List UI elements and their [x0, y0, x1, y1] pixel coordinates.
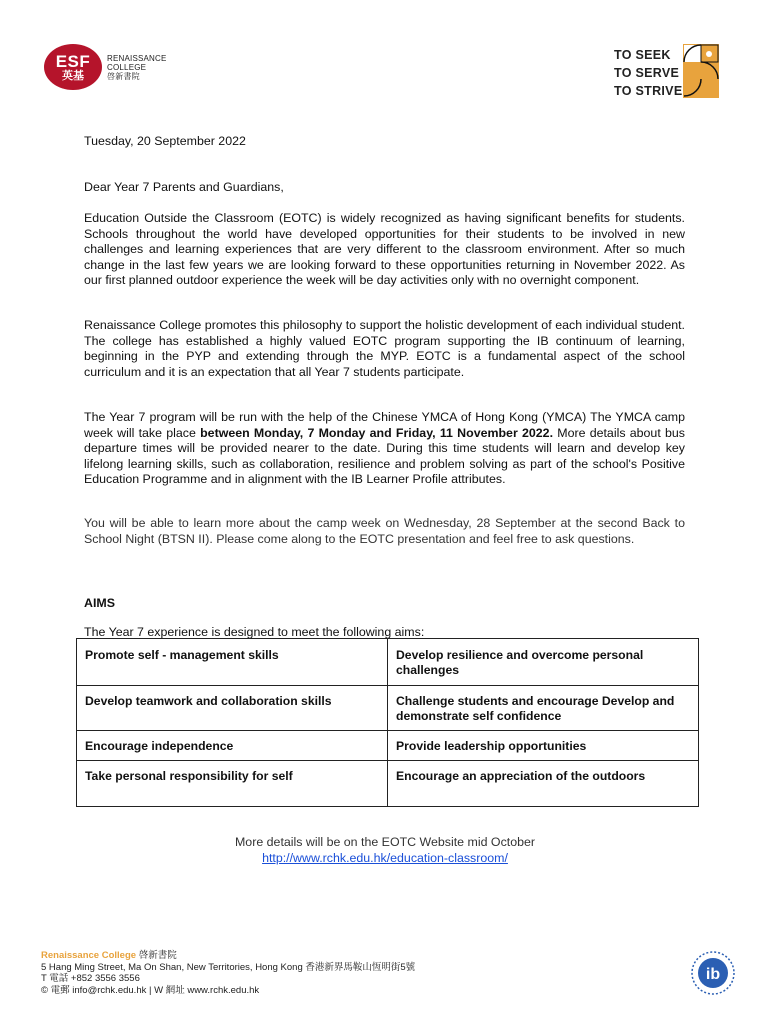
aim-cell: Provide leadership opportunities	[388, 731, 699, 761]
aim-cell: Develop teamwork and collaboration skills	[77, 686, 388, 731]
letter-footer	[41, 950, 415, 996]
aim-cell: Develop resilience and overcome personal challenges	[388, 639, 699, 686]
paragraph-eotc-intro: Education Outside the Classroom (EOTC) is widely recognized as having significant benefits for students. Schools throughout the world have developed opportunities for their students to be involved in new challenges and learning experiences that are very different to the classroom environment. After so much change in the last few years we are looking forward to these opportunities returning in November 2022. As our first planned outdoor experience the week will be day activities only with no overnight component.	[84, 211, 685, 287]
footer-phone: T 電話 +852 3556 3556	[41, 973, 140, 984]
aim-cell: Encourage an appreciation of the outdoors	[388, 761, 699, 807]
aim-cell: Take personal responsibility for self	[77, 761, 388, 807]
aim-cell: Challenge students and encourage Develop and demonstrate self confidence	[388, 686, 699, 731]
aim-cell: Promote self - management skills	[77, 639, 388, 686]
aims-table	[76, 638, 699, 807]
paragraph-camp-week	[84, 410, 685, 488]
table-row	[77, 761, 699, 807]
footer-brand-chinese: 啓新書院	[138, 950, 177, 961]
aims-intro: The Year 7 experience is designed to meet the following aims:	[84, 625, 425, 639]
motto-line3: TO STRIVE	[614, 84, 683, 98]
table-row	[77, 639, 699, 686]
college-name	[107, 54, 167, 81]
paragraph-college-philosophy: Renaissance College promotes this philosophy to support the holistic development of each individual student. The college has established a highly valued EOTC program supporting the IB continuum of learning, beginning in the PYP and extending through the MYP. EOTC is a fundamental aspect of the school curriculum and it is an expectation that all Year 7 students participate.	[84, 318, 685, 379]
college-name-line3: 啓新書院	[107, 72, 140, 81]
table-row	[77, 686, 699, 731]
letter-date: Tuesday, 20 September 2022	[84, 134, 246, 148]
aim-cell: Encourage independence	[77, 731, 388, 761]
footer-brand: Renaissance College	[41, 950, 137, 961]
aims-heading: AIMS	[84, 596, 115, 610]
letter-salutation: Dear Year 7 Parents and Guardians,	[84, 180, 284, 194]
motto-line2: TO SERVE	[614, 66, 680, 80]
esf-logo-chinese: 英基	[62, 69, 84, 82]
esf-logo-text: ESF	[55, 51, 91, 71]
more-details	[0, 834, 770, 866]
college-name-line1: RENAISSANCE	[107, 54, 167, 63]
table-row	[77, 731, 699, 761]
ib-logo-text: ib	[705, 966, 721, 983]
more-details-text: More details will be on the EOTC Website mid October	[234, 835, 536, 849]
motto-emblem-icon	[683, 44, 719, 98]
school-motto	[614, 46, 682, 100]
camp-week-dates: between Monday, 7 Monday and Friday, 11 November 2022.	[200, 425, 554, 440]
college-name-line2: COLLEGE	[107, 63, 147, 72]
footer-email-web: © 電郵 info@rchk.edu.hk | W 網址 www.rchk.edu.hk	[41, 984, 260, 996]
camp-week-text-start: The Year 7 program will be run with the help of the Chinese YMCA of Hong Kong (YMCA) The YMCA camp week will take place	[84, 410, 685, 440]
footer-address: 5 Hang Ming Street, Ma On Shan, New Territories, Hong Kong 香港新界馬鞍山恆明街5號	[41, 961, 416, 973]
esf-logo	[44, 44, 104, 88]
ib-logo-icon	[690, 950, 736, 996]
eotc-website-link[interactable]: http://www.rchk.edu.hk/education-classroom/	[262, 851, 508, 865]
camp-week-text-end: More details about bus departure times will be provided nearer to the date. During this time students will learn and develop key lifelong learning skills, such as collaboration, resilience and problem solving as part of the school's Positive Education Programme and in alignment with the IB Learner Profile attributes.	[84, 425, 685, 486]
motto-line1: TO SEEK	[614, 48, 671, 62]
paragraph-btsn: You will be able to learn more about the camp week on Wednesday, 28 September at the second Back to School Night (BTSN II). Please come along to the EOTC presentation and feel free to ask questions.	[84, 516, 685, 546]
